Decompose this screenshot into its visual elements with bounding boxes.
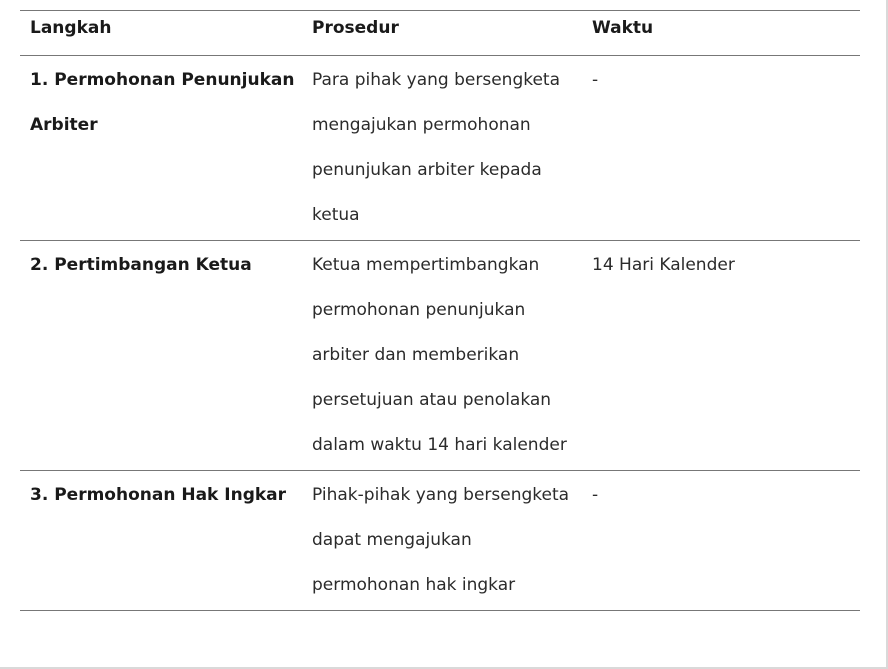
- time-cell: -: [582, 471, 860, 611]
- table-row: [20, 56, 860, 241]
- time-cell: -: [582, 56, 860, 241]
- step-cell: 2. Pertimbangan Ketua: [20, 241, 302, 471]
- time-cell: 14 Hari Kalender: [582, 241, 860, 471]
- header-prosedur: Prosedur: [302, 11, 582, 56]
- header-langkah: Langkah: [20, 11, 302, 56]
- step-cell: 3. Permohonan Hak Ingkar: [20, 471, 302, 611]
- table-row: [20, 241, 860, 471]
- procedure-cell: Ketua mempertimbangkan permohonan penunjukan arbiter dan memberikan persetujuan atau penolakan dalam waktu 14 hari kalender: [302, 241, 582, 471]
- table-row: [20, 471, 860, 611]
- step-cell: 1. Permohonan Penunjukan Arbiter: [20, 56, 302, 241]
- table-header-row: [20, 11, 860, 56]
- header-waktu: Waktu: [582, 11, 860, 56]
- procedure-cell: Pihak-pihak yang bersengketa dapat mengajukan permohonan hak ingkar: [302, 471, 582, 611]
- procedure-table: [20, 10, 860, 611]
- procedure-cell: Para pihak yang bersengketa mengajukan permohonan penunjukan arbiter kepada ketua: [302, 56, 582, 241]
